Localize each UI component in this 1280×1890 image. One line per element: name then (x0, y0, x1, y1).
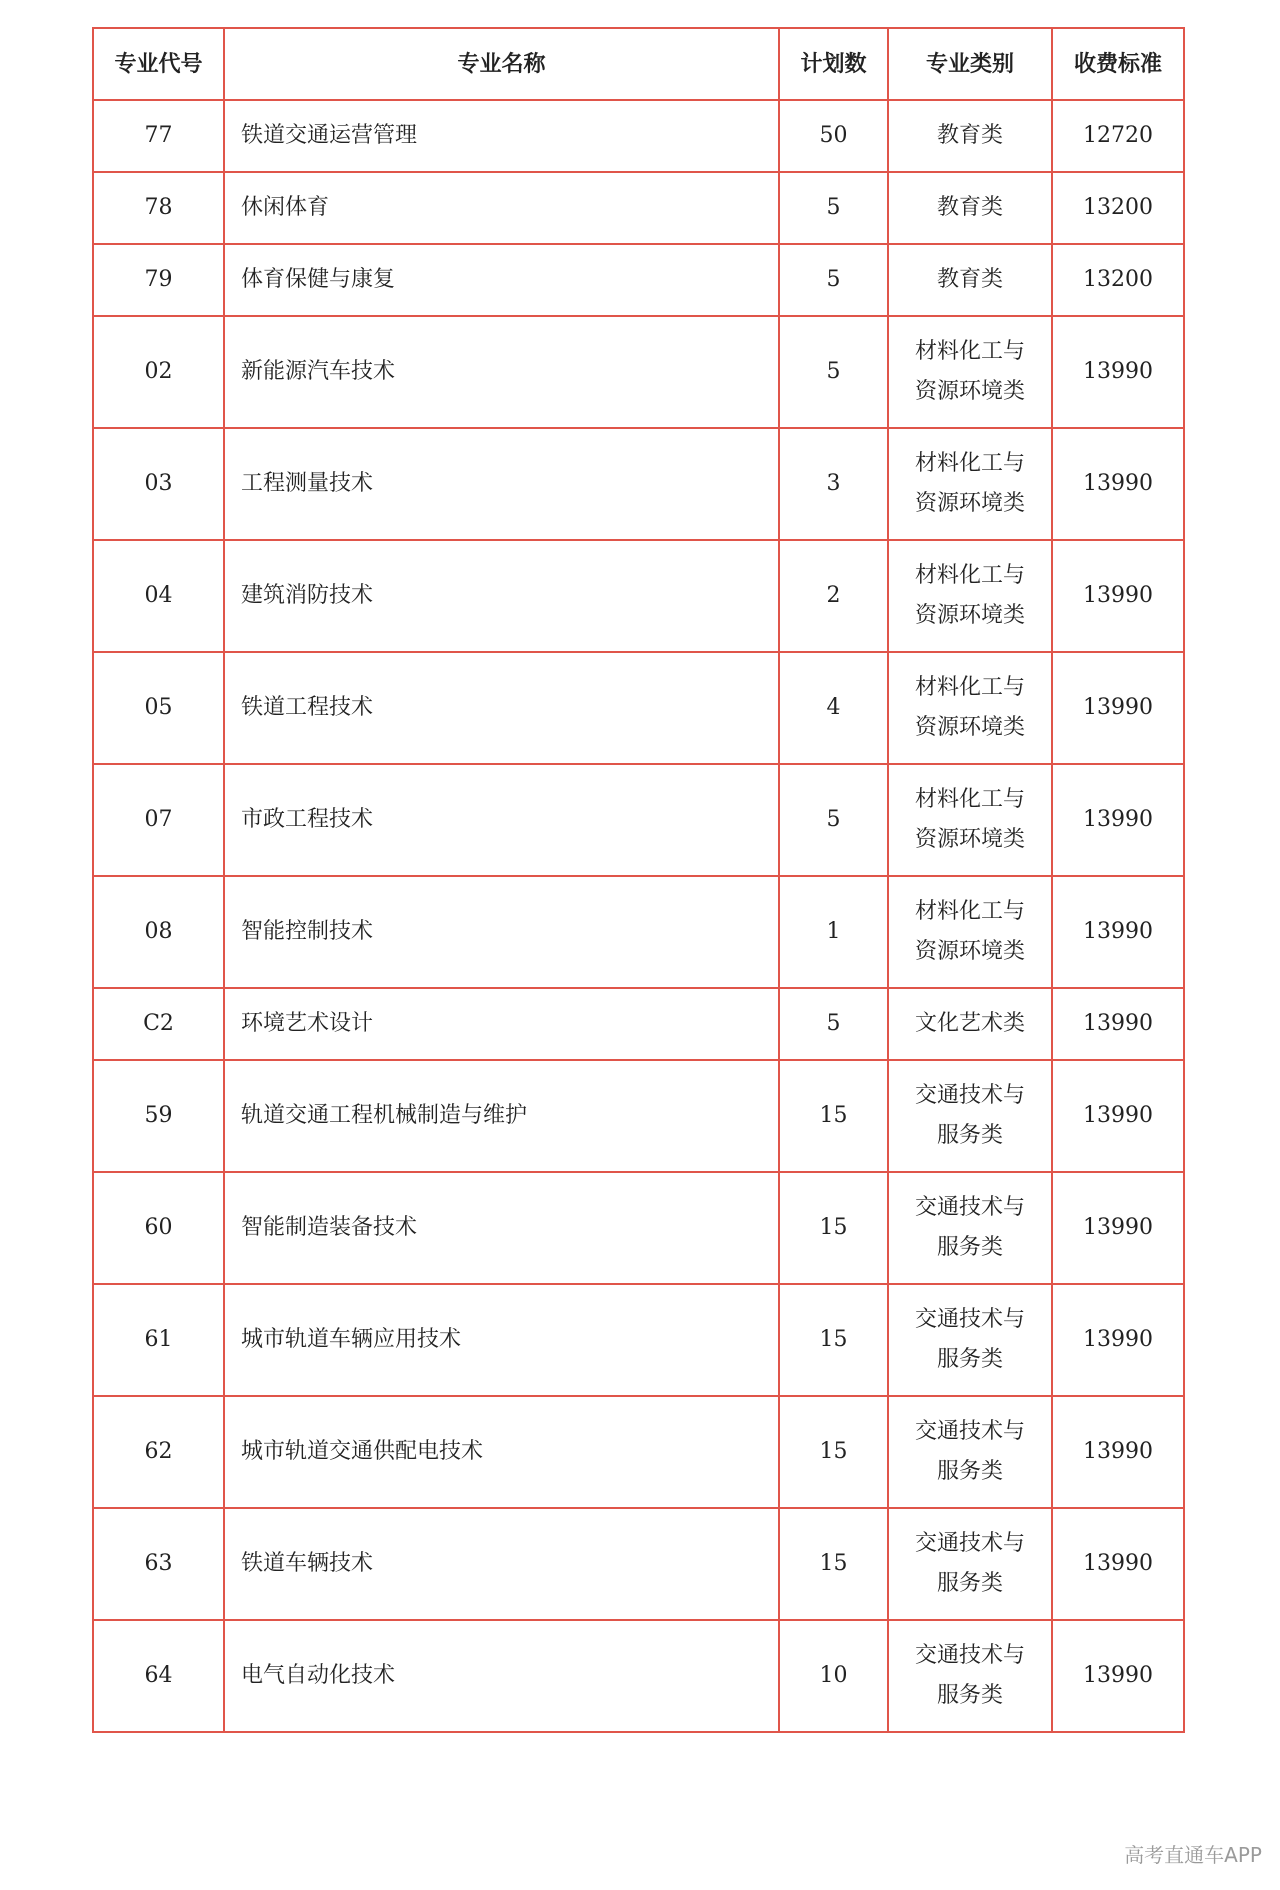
cell-category: 材料化工与 资源环境类 (888, 316, 1052, 428)
table-row (93, 1060, 1184, 1172)
cell-code: 08 (93, 876, 224, 988)
cell-name: 新能源汽车技术 (224, 316, 779, 428)
cell-category: 材料化工与 资源环境类 (888, 540, 1052, 652)
cell-code: 62 (93, 1396, 224, 1508)
cell-fee: 13990 (1052, 540, 1184, 652)
cell-name: 环境艺术设计 (224, 988, 779, 1060)
cell-plan: 15 (779, 1172, 888, 1284)
table-row (93, 1508, 1184, 1620)
cell-plan: 10 (779, 1620, 888, 1732)
table-row (93, 652, 1184, 764)
cell-name: 体育保健与康复 (224, 244, 779, 316)
cell-code: 07 (93, 764, 224, 876)
cell-name: 市政工程技术 (224, 764, 779, 876)
table-row (93, 1396, 1184, 1508)
cell-name: 轨道交通工程机械制造与维护 (224, 1060, 779, 1172)
cell-fee: 13990 (1052, 1620, 1184, 1732)
cell-plan: 5 (779, 244, 888, 316)
cell-category: 交通技术与 服务类 (888, 1284, 1052, 1396)
cell-name: 城市轨道交通供配电技术 (224, 1396, 779, 1508)
cell-category: 文化艺术类 (888, 988, 1052, 1060)
table-header-row (93, 28, 1184, 100)
cell-code: 59 (93, 1060, 224, 1172)
cell-plan: 15 (779, 1508, 888, 1620)
table-row (93, 244, 1184, 316)
cell-name: 智能制造装备技术 (224, 1172, 779, 1284)
cell-name: 智能控制技术 (224, 876, 779, 988)
cell-code: 03 (93, 428, 224, 540)
cell-name: 铁道车辆技术 (224, 1508, 779, 1620)
cell-code: C2 (93, 988, 224, 1060)
cell-code: 77 (93, 100, 224, 172)
cell-plan: 5 (779, 172, 888, 244)
cell-name: 铁道工程技术 (224, 652, 779, 764)
cell-fee: 13990 (1052, 764, 1184, 876)
header-category: 专业类别 (888, 28, 1052, 100)
cell-fee: 13200 (1052, 244, 1184, 316)
cell-name: 城市轨道车辆应用技术 (224, 1284, 779, 1396)
cell-fee: 13990 (1052, 988, 1184, 1060)
table-row (93, 764, 1184, 876)
cell-fee: 12720 (1052, 100, 1184, 172)
cell-category: 教育类 (888, 100, 1052, 172)
cell-plan: 15 (779, 1284, 888, 1396)
table-row (93, 988, 1184, 1060)
cell-plan: 1 (779, 876, 888, 988)
cell-plan: 15 (779, 1060, 888, 1172)
cell-code: 78 (93, 172, 224, 244)
table-row (93, 100, 1184, 172)
cell-plan: 5 (779, 764, 888, 876)
cell-fee: 13990 (1052, 652, 1184, 764)
cell-code: 05 (93, 652, 224, 764)
cell-fee: 13990 (1052, 1060, 1184, 1172)
cell-name: 电气自动化技术 (224, 1620, 779, 1732)
cell-category: 交通技术与 服务类 (888, 1396, 1052, 1508)
cell-category: 交通技术与 服务类 (888, 1620, 1052, 1732)
cell-code: 04 (93, 540, 224, 652)
cell-fee: 13990 (1052, 1396, 1184, 1508)
cell-category: 材料化工与 资源环境类 (888, 652, 1052, 764)
cell-plan: 15 (779, 1396, 888, 1508)
watermark-text: 高考直通车APP (1124, 1843, 1262, 1867)
cell-plan: 5 (779, 316, 888, 428)
header-name: 专业名称 (224, 28, 779, 100)
cell-code: 64 (93, 1620, 224, 1732)
table-row (93, 1172, 1184, 1284)
cell-code: 02 (93, 316, 224, 428)
cell-plan: 4 (779, 652, 888, 764)
cell-category: 教育类 (888, 172, 1052, 244)
table-row (93, 540, 1184, 652)
cell-category: 教育类 (888, 244, 1052, 316)
cell-category: 交通技术与 服务类 (888, 1508, 1052, 1620)
cell-category: 材料化工与 资源环境类 (888, 428, 1052, 540)
table-row (93, 316, 1184, 428)
table-row (93, 1620, 1184, 1732)
cell-plan: 3 (779, 428, 888, 540)
cell-fee: 13990 (1052, 1172, 1184, 1284)
cell-category: 材料化工与 资源环境类 (888, 876, 1052, 988)
cell-fee: 13990 (1052, 1284, 1184, 1396)
cell-plan: 50 (779, 100, 888, 172)
cell-name: 铁道交通运营管理 (224, 100, 779, 172)
cell-category: 交通技术与 服务类 (888, 1172, 1052, 1284)
table-row (93, 428, 1184, 540)
cell-code: 60 (93, 1172, 224, 1284)
cell-fee: 13990 (1052, 1508, 1184, 1620)
enrollment-table (92, 27, 1185, 1733)
cell-fee: 13990 (1052, 428, 1184, 540)
table-row (93, 876, 1184, 988)
cell-plan: 5 (779, 988, 888, 1060)
table-row (93, 172, 1184, 244)
cell-fee: 13200 (1052, 172, 1184, 244)
cell-category: 交通技术与 服务类 (888, 1060, 1052, 1172)
cell-name: 建筑消防技术 (224, 540, 779, 652)
cell-code: 61 (93, 1284, 224, 1396)
cell-code: 79 (93, 244, 224, 316)
header-fee: 收费标准 (1052, 28, 1184, 100)
cell-fee: 13990 (1052, 316, 1184, 428)
header-code: 专业代号 (93, 28, 224, 100)
table-row (93, 1284, 1184, 1396)
cell-fee: 13990 (1052, 876, 1184, 988)
cell-name: 休闲体育 (224, 172, 779, 244)
cell-category: 材料化工与 资源环境类 (888, 764, 1052, 876)
cell-plan: 2 (779, 540, 888, 652)
cell-code: 63 (93, 1508, 224, 1620)
header-plan: 计划数 (779, 28, 888, 100)
cell-name: 工程测量技术 (224, 428, 779, 540)
